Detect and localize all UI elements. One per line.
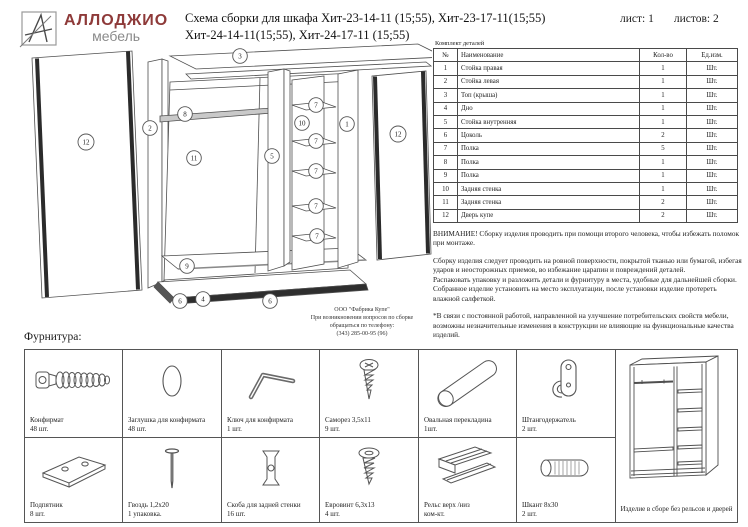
back-wall-bracket-icon	[236, 443, 306, 497]
assembled-wardrobe-drawing	[620, 353, 734, 499]
svg-text:12: 12	[394, 130, 402, 139]
parts-row: 10 Задняя стенка 1 Шт.	[434, 182, 738, 195]
hardware-table	[24, 349, 738, 523]
confirmat-cap-icon	[137, 355, 207, 409]
hardware-item-qty: 9 шт.	[325, 424, 340, 433]
svg-text:4: 4	[201, 295, 205, 304]
svg-text:11: 11	[190, 154, 198, 163]
part-balloon	[390, 126, 406, 142]
svg-text:1: 1	[345, 120, 349, 129]
hardware-item-name: Овальная перекладина	[424, 416, 492, 425]
parts-table	[433, 48, 738, 223]
part-balloon	[340, 117, 355, 132]
part-balloon	[178, 107, 193, 122]
hardware-item-nail	[123, 438, 222, 523]
euro-screw-icon	[334, 443, 404, 497]
hardware-item-name: Саморез 3,5х11	[325, 416, 371, 425]
parts-row: 7 Полка 5 Шт.	[434, 142, 738, 155]
hardware-item-oval-rail	[419, 350, 517, 438]
svg-text:6: 6	[178, 297, 182, 306]
assembly-notes	[433, 229, 743, 340]
hardware-item-qty: 4 шт.	[325, 509, 340, 518]
parts-row: 1 Стойка правая 1 Шт.	[434, 62, 738, 75]
hardware-item-qty: 48 шт.	[30, 424, 49, 433]
title-line-2: Хит-24-14-11(15;55), Хит-24-17-11 (15;55)	[185, 27, 410, 42]
parts-table-header	[434, 49, 738, 62]
hardware-item-podpyatnik	[25, 438, 123, 523]
part-balloon	[196, 292, 211, 307]
hardware-item-confirmat	[25, 350, 123, 438]
col-num: №	[434, 49, 458, 62]
svg-text:5: 5	[270, 152, 274, 161]
assembled-caption: Изделие в сборе без рельсов и дверей	[620, 505, 733, 513]
svg-text:7: 7	[315, 232, 319, 241]
rod-holder-icon	[531, 355, 601, 411]
part-balloon	[78, 134, 94, 150]
parts-row: 2 Стойка левая 1 Шт.	[434, 75, 738, 88]
svg-text:6: 6	[268, 297, 272, 306]
parts-row: 8 Полка 1 Шт.	[434, 156, 738, 169]
svg-text:12: 12	[82, 138, 90, 147]
hardware-item-qty: 2 шт.	[522, 509, 537, 518]
oval-rail-icon	[425, 355, 511, 411]
col-unit: Ед.изм.	[687, 49, 738, 62]
hardware-item-qty: 1 шт.	[227, 424, 242, 433]
part-balloon	[309, 98, 324, 113]
parts-list	[433, 40, 737, 223]
parts-row: 3 Топ (крыша) 1 Шт.	[434, 89, 738, 102]
part-balloon	[310, 229, 325, 244]
parts-row: 5 Стойка внутренняя 1 Шт.	[434, 115, 738, 128]
hardware-item-rails	[419, 438, 517, 523]
svg-text:7: 7	[314, 137, 318, 146]
part-balloon	[233, 49, 248, 64]
assembly-exploded-diagram	[20, 40, 432, 334]
brand-name: АЛЛОДЖИО	[64, 12, 169, 29]
page-title	[185, 10, 545, 44]
hardware-item-eurovint	[320, 438, 419, 523]
parts-row: 11 Задняя стенка 2 Шт.	[434, 196, 738, 209]
factory-phone: (343) 285-00-95 (96)	[336, 331, 388, 338]
parts-row: 4 Дно 1 Шт.	[434, 102, 738, 115]
sheet-number: лист: 1	[620, 13, 654, 25]
assembly-note-3: Собранное изделие установить на место эксплуатации, после установки изделие протереть влажной салфеткой.	[433, 284, 717, 303]
hardware-item-name: Рельс верх /низ	[424, 501, 470, 510]
hardware-item-dowel	[517, 438, 616, 523]
factory-name: ООО "Фабрика Купе"	[334, 307, 390, 313]
hardware-item-name: Евровинт 6,3х13	[325, 501, 375, 510]
hardware-item-qty: 48 шт.	[128, 424, 147, 433]
svg-text:7: 7	[314, 202, 318, 211]
hardware-item-name: Заглушка для конфирмата	[128, 416, 206, 425]
svg-text:2: 2	[148, 124, 152, 133]
hardware-section-title: Фурнитура:	[24, 331, 82, 343]
warning-note: ВНИМАНИЕ! Сборку изделия проводить при помощи второго человека, чтобы избежать поломок при монтаже.	[433, 229, 740, 248]
part-balloon	[173, 294, 188, 309]
parts-row: 6 Цоколь 2 Шт.	[434, 129, 738, 142]
part-balloon	[180, 259, 195, 274]
part-balloon	[309, 164, 324, 179]
hardware-item-name: Ключ для конфирмата	[227, 416, 293, 425]
hardware-item-name: Конфирмат	[30, 416, 64, 425]
assembly-note-2: Распаковать упаковку и разложить детали и фурнитуру в места, удобные для дальнейшей сборки.	[433, 274, 737, 284]
disclaimer-note: *В связи с постоянной работой, направленной на улучшение потребительских свойств мебели, возможны незначительные изменения в конструкции не влияющие на функциональные качества изделий.	[433, 311, 734, 340]
sheet-info	[620, 13, 719, 25]
hardware-item-name: Штангодержатель	[522, 416, 576, 425]
part-balloon	[263, 294, 278, 309]
nail-icon	[137, 443, 207, 497]
title-line-1: Схема сборки для шкафа Хит-23-14-11 (15;55), Хит-23-17-11(15;55)	[185, 11, 546, 25]
hardware-item-name: Шкант 8х30	[522, 501, 559, 510]
hex-key-icon	[236, 355, 306, 409]
assembly-note-1: Сборку изделия следует проводить на ровной поверхности, покрытой тканью или бумагой, избегая ударов и неосторожных приемов, во избежание царапин и повреждений деталей.	[433, 255, 742, 275]
col-qty: Кол-во	[640, 49, 687, 62]
hardware-item-hexkey	[222, 350, 320, 438]
hardware-item-samorez	[320, 350, 419, 438]
brand-subtitle: мебель	[92, 28, 141, 44]
hardware-item-name: Скоба для задней стенки	[227, 501, 301, 510]
parts-row: 12 Дверь купе 2 Шт.	[434, 209, 738, 222]
svg-text:7: 7	[314, 101, 318, 110]
hardware-item-qty: ком-кт.	[424, 509, 445, 518]
hardware-item-name: Гвоздь 1,2х20	[128, 501, 169, 510]
part-balloon	[309, 134, 324, 149]
confirmat-screw-icon	[31, 355, 117, 407]
hardware-item-qty: 2 шт.	[522, 424, 537, 433]
hardware-item-cap	[123, 350, 222, 438]
hardware-item-qty: 1 упаковка.	[128, 509, 162, 518]
part-balloon	[295, 116, 310, 131]
part-balloon	[187, 151, 202, 166]
hardware-item-skoba	[222, 438, 320, 523]
dowel-icon	[523, 443, 609, 497]
part-balloon	[265, 149, 280, 164]
sheets-total: листов: 2	[673, 13, 719, 25]
rail-profile-icon	[425, 443, 511, 497]
svg-text:8: 8	[183, 110, 187, 119]
parts-list-caption: Комплект деталей	[435, 40, 485, 47]
factory-note-line: При возникновении вопросов по сборке	[310, 315, 414, 322]
svg-text:9: 9	[185, 262, 189, 271]
part-balloon	[143, 121, 158, 136]
foot-pad-icon	[31, 443, 117, 497]
hardware-item-qty: 8 шт.	[30, 509, 45, 518]
screw-icon	[334, 355, 404, 409]
factory-note-line: обращаться по телефону:	[329, 323, 395, 330]
part-balloon	[309, 199, 324, 214]
svg-text:10: 10	[298, 119, 306, 128]
hardware-item-rod-holder	[517, 350, 616, 438]
assembled-product-cell	[616, 350, 738, 523]
hardware-item-qty: 16 шт.	[227, 509, 246, 518]
hardware-item-qty: 1шт.	[424, 424, 438, 433]
svg-text:3: 3	[238, 52, 242, 61]
col-name: Наименование	[458, 49, 640, 62]
svg-text:7: 7	[314, 167, 318, 176]
factory-contact-note	[283, 306, 441, 338]
hardware-item-name: Подпятник	[30, 501, 63, 510]
parts-row: 9 Полка 1 Шт.	[434, 169, 738, 182]
